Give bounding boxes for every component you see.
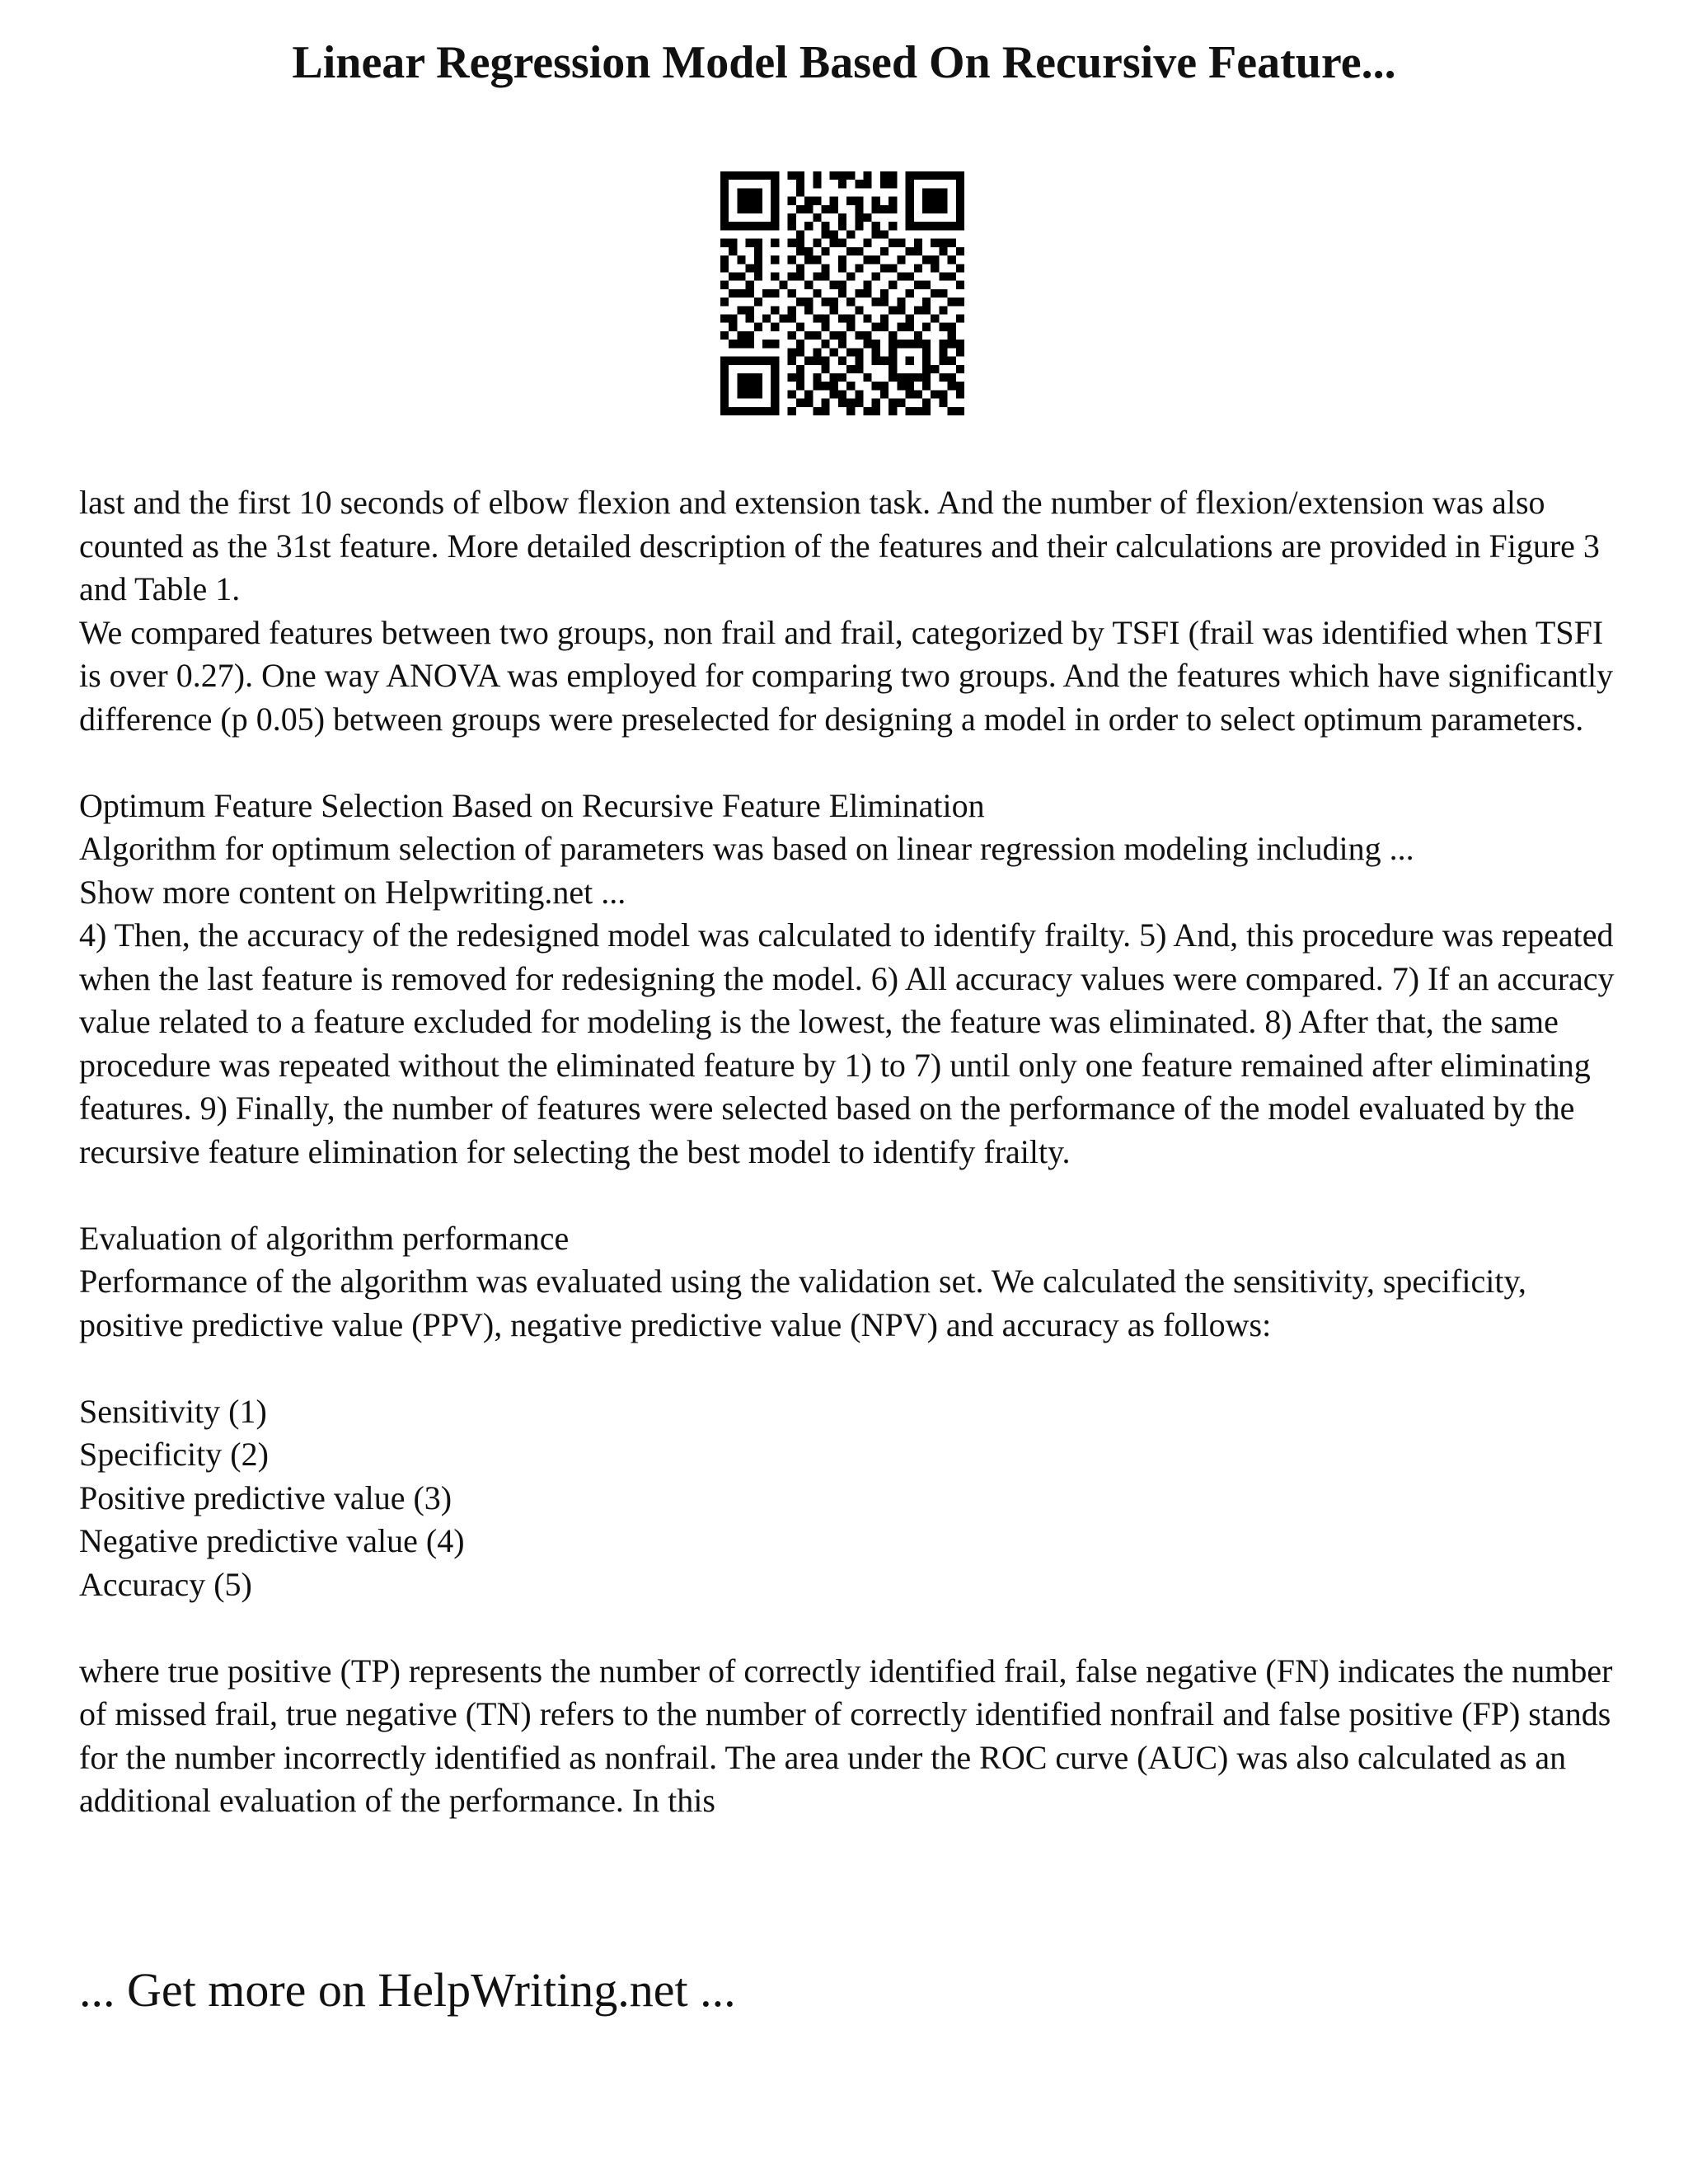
paragraph: Performance of the algorithm was evaluated using the validation set. We calculated the sensitivity, specificity, positive predictive value (PPV), negative predictive value (NPV) and accuracy as follows:: [79, 1263, 1526, 1343]
page-title: Linear Regression Model Based On Recursive Feature...: [292, 37, 1396, 88]
formula-item: Sensitivity (1): [79, 1392, 267, 1430]
paragraph: last and the first 10 seconds of elbow flexion and extension task. And the number of flexion/extension was also counted as the 31st feature. More detailed description of the features and their calculations are provided in Figure 3 and Table 1.: [79, 484, 1600, 607]
paragraph: Algorithm for optimum selection of parameters was based on linear regression modeling including ...: [79, 830, 1414, 867]
show-more-link[interactable]: Show more content on Helpwriting.net ...: [79, 873, 626, 911]
formula-item: Specificity (2): [79, 1436, 269, 1473]
section-heading: Evaluation of algorithm performance: [79, 1219, 570, 1257]
section-heading: Optimum Feature Selection Based on Recursive Feature Elimination: [79, 786, 985, 824]
paragraph: where true positive (TP) represents the number of correctly identified frail, false negative (FN) indicates the number of missed frail, true negative (TN) refers to the number of correctly identified nonfrail and false positive (FP) stands for the number incorrectly identified as nonfrail. The area under the ROC curve (AUC) was also calculated as an additional evaluation of the performance. In this: [79, 1652, 1613, 1819]
qr-code-icon: [720, 171, 964, 415]
get-more-link[interactable]: ... Get more on HelpWriting.net ...: [79, 1963, 736, 2017]
formula-item: Negative predictive value (4): [79, 1522, 465, 1559]
paragraph: 4) Then, the accuracy of the redesigned model was calculated to identify frailty. 5) And, this procedure was repeated when the last feature is removed for redesigning the model. 6) All accuracy values were compared. 7) If an accuracy value related to a feature excluded for modeling is the lowest, the feature was eliminated. 8) After that, the same procedure was repeated without the eliminated feature by 1) to 7) until only one feature remained after eliminating features. 9) Finally, the number of features were selected based on the performance of the model evaluated by the recursive feature elimination for selecting the best model to identify frailty.: [79, 916, 1615, 1170]
formula-item: Accuracy (5): [79, 1565, 252, 1603]
document-body: [79, 481, 1629, 1823]
formula-item: Positive predictive value (3): [79, 1479, 452, 1516]
paragraph: We compared features between two groups, non frail and frail, categorized by TSFI (frail was identified when TSFI is over 0.27). One way ANOVA was employed for comparing two groups. And the features which have significantly difference (p 0.05) between groups were preselected for designing a model in order to select optimum parameters.: [79, 613, 1614, 738]
